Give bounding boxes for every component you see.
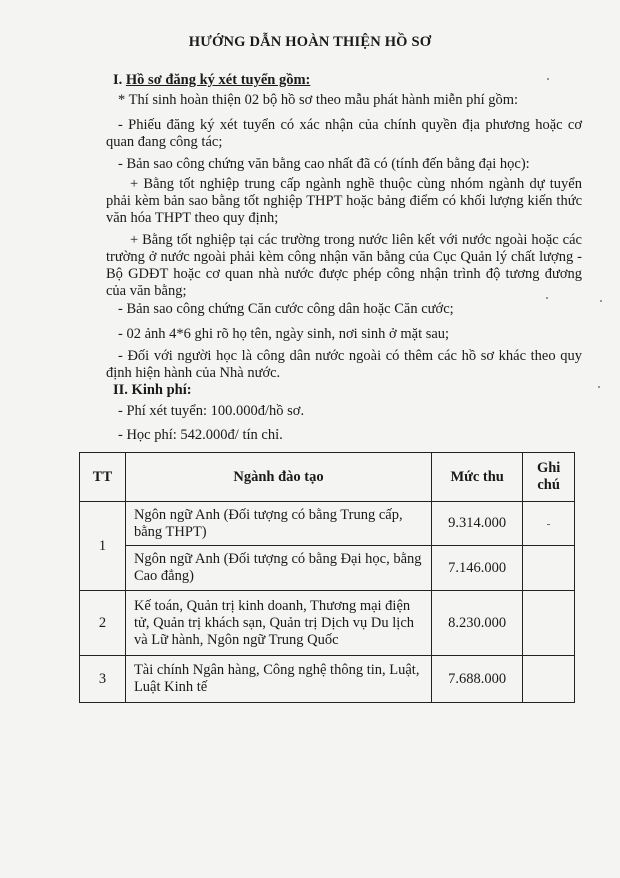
section-1-number: I. bbox=[113, 72, 123, 88]
table-row bbox=[80, 591, 575, 656]
paragraph-registration-form: - Phiếu đăng ký xét tuyển có xác nhận của chính quyền địa phương hoặc cơ quan đang công tác; bbox=[106, 117, 582, 150]
cell-tt: 3 bbox=[80, 656, 126, 703]
scan-speck bbox=[598, 386, 600, 388]
cell-ghi-chu: - bbox=[523, 502, 575, 546]
table-row bbox=[80, 546, 575, 591]
document-title: HƯỚNG DẪN HOÀN THIỆN HỒ SƠ bbox=[188, 34, 432, 50]
table-row bbox=[80, 656, 575, 703]
paragraph-tuition-fee: - Học phí: 542.000đ/ tín chỉ. bbox=[118, 427, 283, 443]
cell-ghi-chu bbox=[523, 591, 575, 656]
cell-nganh: Ngôn ngữ Anh (Đối tượng có bằng Đại học, bằng Cao đẳng) bbox=[125, 546, 431, 591]
paragraph-photos: - 02 ảnh 4*6 ghi rõ họ tên, ngày sinh, nơi sinh ở mặt sau; bbox=[118, 326, 450, 342]
section-2-heading: II. Kinh phí: bbox=[113, 382, 192, 398]
paragraph-admission-fee: - Phí xét tuyển: 100.000đ/hồ sơ. bbox=[118, 403, 305, 419]
cell-ghi-chu bbox=[523, 656, 575, 703]
cell-nganh: Tài chính Ngân hàng, Công nghệ thông tin, Luật, Luật Kinh tế bbox=[125, 656, 431, 703]
paragraph-vocational-degree: + Bằng tốt nghiệp trung cấp ngành nghề thuộc cùng nhóm ngành dự tuyển phải kèm bản sao bằng tốt nghiệp THPT hoặc bảng điểm có khối lượng kiến thức văn hóa THPT theo quy định; bbox=[106, 176, 582, 226]
cell-muc-thu: 7.688.000 bbox=[432, 656, 523, 703]
cell-ghi-chu bbox=[523, 546, 575, 591]
cell-nganh: Ngôn ngữ Anh (Đối tượng có bằng Trung cấp, bằng THPT) bbox=[125, 502, 431, 546]
scan-speck bbox=[547, 78, 549, 80]
scan-speck bbox=[546, 297, 548, 299]
scan-speck bbox=[600, 300, 602, 302]
paragraph-highest-degree: - Bản sao công chứng văn bằng cao nhất đã có (tính đến bằng đại học): bbox=[118, 156, 530, 172]
cell-muc-thu: 8.230.000 bbox=[432, 591, 523, 656]
cell-muc-thu: 7.146.000 bbox=[432, 546, 523, 591]
table-header-row bbox=[80, 453, 575, 502]
section-1-heading bbox=[113, 72, 310, 89]
header-tt: TT bbox=[80, 453, 126, 502]
paragraph-intro: * Thí sinh hoàn thiện 02 bộ hồ sơ theo mẫu phát hành miễn phí gồm: bbox=[118, 92, 519, 108]
table-row bbox=[80, 502, 575, 546]
cell-muc-thu: 9.314.000 bbox=[432, 502, 523, 546]
cell-nganh: Kế toán, Quản trị kinh doanh, Thương mại điện tử, Quản trị khách sạn, Quản trị Dịch vụ Du lịch và Lữ hành, Ngôn ngữ Trung Quốc bbox=[125, 591, 431, 656]
header-ghi-chu: Ghi chú bbox=[523, 453, 575, 502]
cell-tt: 2 bbox=[80, 591, 126, 656]
cell-tt: 1 bbox=[80, 502, 126, 591]
section-1-title: Hồ sơ đăng ký xét tuyển gồm: bbox=[125, 72, 311, 88]
header-nganh: Ngành đào tạo bbox=[125, 453, 431, 502]
paragraph-foreign-degree: + Bằng tốt nghiệp tại các trường trong nước liên kết với nước ngoài hoặc các trường ở nước ngoài phải kèm công nhận văn bằng của Cục Quản lý chất lượng - Bộ GDĐT hoặc cơ quan nhà nước được phép công nhận trình độ tương đương của văn bằng; bbox=[106, 232, 582, 299]
paragraph-foreign-students: - Đối với người học là công dân nước ngoài có thêm các hồ sơ khác theo quy định hiện hành của Nhà nước. bbox=[106, 348, 582, 381]
paragraph-id-card: - Bản sao công chứng Căn cước công dân hoặc Căn cước; bbox=[118, 301, 454, 317]
header-muc-thu: Mức thu bbox=[432, 453, 523, 502]
fee-table bbox=[79, 452, 575, 703]
